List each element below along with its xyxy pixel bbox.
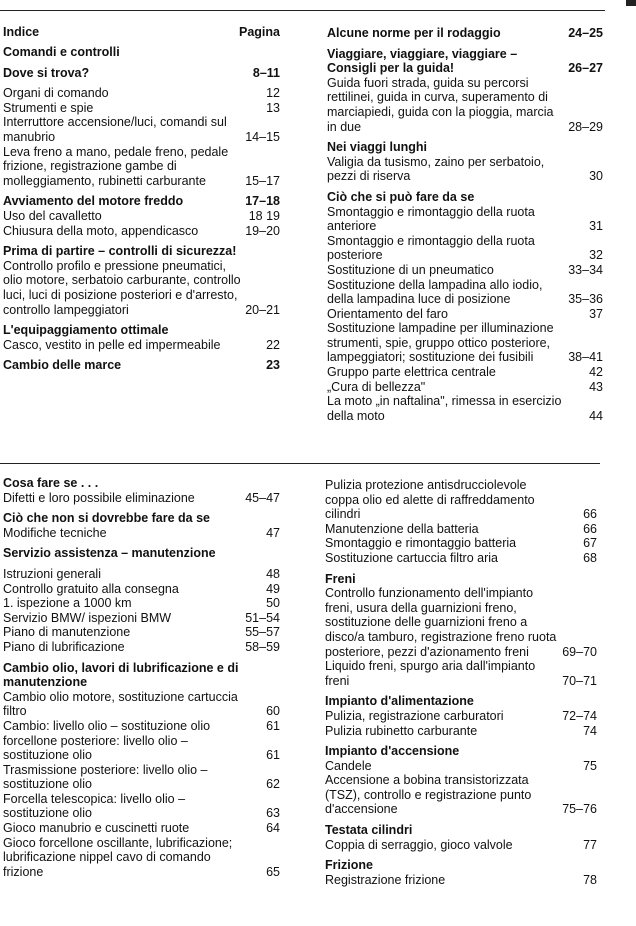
page-number: 75–76 bbox=[562, 802, 597, 817]
toc-entry bbox=[327, 394, 603, 423]
toc-entry bbox=[3, 86, 280, 101]
page-number: 31 bbox=[589, 219, 603, 234]
page-number: 38–41 bbox=[568, 350, 603, 365]
toc-entry bbox=[3, 145, 280, 189]
toc-entry bbox=[327, 205, 603, 234]
section-heading bbox=[3, 661, 280, 690]
section-heading-text: Comandi e controlli bbox=[3, 45, 120, 59]
page-number: 48 bbox=[266, 566, 280, 581]
toc-entry-text: Smontaggio e rimontaggio della ruota anteriore bbox=[327, 204, 535, 234]
page-number: 66 bbox=[583, 521, 597, 536]
section-heading bbox=[3, 244, 280, 259]
toc-list bbox=[3, 45, 280, 373]
toc-entry-text: La moto „in naftalina", rimessa in esercizio della moto bbox=[327, 394, 562, 423]
section-heading-text: Testata cilindri bbox=[325, 823, 413, 838]
toc-entry bbox=[325, 724, 597, 739]
toc-entry-text: Casco, vestito in pelle ed impermeabile bbox=[3, 337, 221, 352]
section-heading bbox=[325, 823, 597, 838]
toc-entry-text: Gruppo parte elettrica centrale bbox=[327, 365, 496, 380]
toc-entry bbox=[3, 101, 280, 116]
section-heading-text: Cambio olio, lavori di lubrificazione e di manutenzione bbox=[3, 660, 239, 690]
toc-entry bbox=[3, 115, 280, 144]
section-heading-text: Impianto d'alimentazione bbox=[325, 694, 474, 709]
page-number: 12 bbox=[266, 86, 280, 101]
toc-entry bbox=[325, 551, 597, 566]
toc-entry bbox=[327, 263, 603, 278]
toc-list bbox=[3, 476, 280, 879]
toc-entry bbox=[325, 478, 597, 522]
page-number: 28–29 bbox=[568, 119, 603, 134]
page-number: 18 19 bbox=[248, 208, 280, 223]
page-number: 55–57 bbox=[245, 625, 280, 640]
page-number: 45–47 bbox=[245, 490, 280, 505]
page-number: 64 bbox=[266, 821, 280, 836]
page-number: 37 bbox=[589, 306, 603, 321]
page-number: 17–18 bbox=[245, 194, 280, 209]
section-heading bbox=[325, 572, 597, 587]
page-number: 44 bbox=[589, 408, 603, 423]
section-heading-text: Avviamento del motore freddo bbox=[3, 194, 184, 209]
section-heading-text: Ciò che si può fare da se bbox=[327, 189, 475, 204]
page-number: 32 bbox=[589, 248, 603, 263]
toc-entry bbox=[3, 224, 280, 239]
toc-entry bbox=[3, 836, 280, 880]
toc-entry-text: Orientamento del faro bbox=[327, 306, 448, 321]
toc-entry-text: Sostituzione lampadine per illuminazione strumenti, spie, gruppo ottico posteriore, lampeggiatori; sostituzione dei fusibili bbox=[327, 321, 554, 365]
toc-entry-text: „Cura di bellezza" bbox=[327, 379, 426, 394]
toc-entry-text: Leva freno a mano, pedale freno, pedale frizione, registrazione gambe di molleggiamento, rubinetti carburante bbox=[3, 144, 229, 188]
toc-entry bbox=[327, 278, 603, 307]
toc-entry-text: Modifiche tecniche bbox=[3, 525, 107, 540]
page-number: 43 bbox=[589, 379, 603, 394]
toc-entry bbox=[3, 763, 280, 792]
index-header bbox=[3, 24, 280, 40]
page-number: 19–20 bbox=[245, 223, 280, 238]
toc-entry bbox=[325, 709, 597, 724]
toc-entry bbox=[327, 76, 603, 134]
toc-entry-text: Pulizia, registrazione carburatori bbox=[325, 708, 504, 723]
page-number: 42 bbox=[589, 365, 603, 380]
section-heading-text: Frizione bbox=[325, 858, 373, 873]
toc-entry-text: Cambio olio motore, sostituzione cartuccia filtro bbox=[3, 689, 238, 719]
top-right-column bbox=[327, 26, 603, 423]
page-number: 24–25 bbox=[568, 26, 603, 40]
page-number: 33–34 bbox=[568, 262, 603, 277]
toc-entry-text: Pulizia protezione antisdrucciolevole coppa olio ed alette di raffreddamento cilindri bbox=[325, 478, 535, 522]
toc-entry-text: Gioco manubrio e cuscinetti ruote bbox=[3, 821, 190, 836]
toc-entry bbox=[325, 773, 597, 817]
toc-entry-text: Sostituzione cartuccia filtro aria bbox=[325, 550, 498, 565]
section-heading-text: Cambio delle marce bbox=[3, 358, 122, 373]
section-heading-text: L'equipaggiamento ottimale bbox=[3, 323, 169, 338]
section-heading-text: Freni bbox=[325, 571, 356, 586]
page-number: 60 bbox=[266, 704, 280, 719]
section-heading bbox=[3, 358, 280, 373]
section-heading-text: Dove si trova? bbox=[3, 65, 90, 80]
toc-entry bbox=[3, 792, 280, 821]
toc-entry-text: 1. ispezione a 1000 km bbox=[3, 596, 132, 611]
page-number: 15–17 bbox=[245, 173, 280, 188]
page-number: 50 bbox=[266, 596, 280, 611]
toc-entry bbox=[3, 640, 280, 655]
section-heading bbox=[327, 140, 603, 155]
index-title: Indice bbox=[3, 25, 40, 39]
section-heading bbox=[3, 194, 280, 209]
section-heading-text: Alcune norme per il rodaggio bbox=[327, 26, 501, 40]
toc-entry-text: Sostituzione di un pneumatico bbox=[327, 262, 494, 277]
page-number: 13 bbox=[266, 100, 280, 115]
toc-entry-text: Organi di comando bbox=[3, 86, 109, 101]
section-heading bbox=[3, 546, 280, 561]
page-number: 78 bbox=[583, 872, 597, 887]
toc-entry-text: forcellone posteriore: livello olio – sostituzione olio bbox=[3, 733, 188, 763]
section-heading bbox=[325, 694, 597, 709]
toc-entry-text: Forcella telescopica: livello olio – sostituzione olio bbox=[3, 791, 186, 821]
section-heading bbox=[3, 45, 280, 60]
section-heading bbox=[325, 744, 597, 759]
toc-list bbox=[325, 478, 597, 887]
section-heading bbox=[327, 47, 603, 76]
page-number: 49 bbox=[266, 581, 280, 596]
page-number: 35–36 bbox=[568, 292, 603, 307]
section-heading-text: Ciò che non si dovrebbe fare da se bbox=[3, 511, 211, 526]
toc-entry-text: Registrazione frizione bbox=[325, 872, 446, 887]
page-number: 70–71 bbox=[562, 673, 597, 688]
section-heading-text: Impianto d'accensione bbox=[325, 744, 460, 759]
page-number: 63 bbox=[266, 806, 280, 821]
toc-entry-text: Controllo gratuito alla consegna bbox=[3, 581, 179, 596]
section-heading bbox=[325, 858, 597, 873]
toc-entry-text: Interruttore accensione/luci, comandi sul manubrio bbox=[3, 115, 227, 144]
toc-entry-text: Controllo profilo e pressione pneumatici, olio motore, serbatoio carburante, controllo luci, luci di posizione posteriori e d'arresto, controllo lampeggiatori bbox=[3, 258, 241, 317]
page-column-title: Pagina bbox=[239, 25, 280, 39]
toc-entry bbox=[325, 522, 597, 537]
section-heading bbox=[3, 511, 280, 526]
page-number: 14–15 bbox=[245, 129, 280, 144]
toc-entry bbox=[325, 873, 597, 888]
section-heading-text: Viaggiare, viaggiare, viaggiare – Consigli per la guida! bbox=[327, 46, 518, 76]
page-number: 74 bbox=[583, 723, 597, 738]
page-number: 58–59 bbox=[245, 639, 280, 654]
toc-entry bbox=[3, 625, 280, 640]
toc-entry-text: Liquido freni, spurgo aria dall'impianto freni bbox=[325, 659, 536, 688]
page-number: 68 bbox=[583, 550, 597, 565]
section-heading-text: Prima di partire – controlli di sicurezza! bbox=[3, 244, 237, 259]
page-number: 61 bbox=[266, 718, 280, 733]
toc-entry bbox=[3, 582, 280, 597]
page-number: 26–27 bbox=[568, 61, 603, 76]
toc-entry bbox=[327, 234, 603, 263]
page-number: 75 bbox=[583, 758, 597, 773]
section-heading bbox=[327, 190, 603, 205]
toc-entry bbox=[327, 321, 603, 365]
toc-entry bbox=[3, 567, 280, 582]
toc-entry bbox=[325, 759, 597, 774]
page-number: 23 bbox=[266, 358, 280, 373]
toc-entry-text: Controllo funzionamento dell'impianto freni, usura della guarnizioni freno, sostituzione delle guarnizioni freno a disco/a tamburo, registrazione freno ruota posteriore, pezzi d'azionamento freni bbox=[325, 586, 557, 659]
toc-entry bbox=[327, 155, 603, 184]
toc-entry bbox=[3, 734, 280, 763]
middle-rule bbox=[0, 463, 600, 464]
page-number: 51–54 bbox=[245, 610, 280, 625]
toc-entry bbox=[3, 611, 280, 626]
toc-entry bbox=[3, 596, 280, 611]
page-number: 65 bbox=[266, 864, 280, 879]
page-number: 67 bbox=[583, 536, 597, 551]
toc-entry-text: Strumenti e spie bbox=[3, 100, 94, 115]
toc-entry-text: Sostituzione della lampadina allo iodio, della lampadina luce di posizione bbox=[327, 277, 543, 307]
toc-entry-text: Servizio BMW/ ispezioni BMW bbox=[3, 610, 172, 625]
bottom-right-column bbox=[325, 478, 597, 887]
top-left-column bbox=[3, 24, 280, 373]
section-heading bbox=[3, 323, 280, 338]
toc-entry bbox=[325, 536, 597, 551]
page-number: 22 bbox=[266, 337, 280, 352]
toc-entry-text: Trasmissione posteriore: livello olio – sostituzione olio bbox=[3, 762, 208, 792]
toc-entry-text: Chiusura della moto, appendicasco bbox=[3, 223, 199, 238]
page-number: 62 bbox=[266, 777, 280, 792]
toc-entry-text: Guida fuori strada, guida su percorsi rettilinei, guida in curva, superamento di marciapiedi, guida con la pioggia, marcia in due bbox=[327, 75, 554, 134]
toc-entry-text: Pulizia rubinetto carburante bbox=[325, 723, 478, 738]
toc-entry-text: Piano di manutenzione bbox=[3, 625, 131, 640]
toc-entry-text: Manutenzione della batteria bbox=[325, 521, 479, 536]
toc-entry bbox=[3, 209, 280, 224]
toc-entry-text: Cambio: livello olio – sostituzione olio bbox=[3, 718, 211, 733]
page-number: 47 bbox=[266, 525, 280, 540]
toc-entry bbox=[3, 338, 280, 353]
page-number: 72–74 bbox=[562, 708, 597, 723]
section-heading bbox=[3, 66, 280, 81]
toc-list bbox=[327, 26, 603, 423]
toc-entry-text: Valigia da tusismo, zaino per serbatoio, pezzi di riserva bbox=[327, 154, 545, 184]
toc-entry bbox=[3, 719, 280, 734]
toc-entry bbox=[325, 838, 597, 853]
page-number: 61 bbox=[266, 748, 280, 763]
toc-entry bbox=[325, 659, 597, 688]
toc-entry-text: Smontaggio e rimontaggio della ruota posteriore bbox=[327, 233, 535, 263]
section-heading-text: Nei viaggi lunghi bbox=[327, 140, 428, 155]
bottom-left-column bbox=[3, 476, 280, 879]
page-number: 66 bbox=[583, 507, 597, 522]
toc-entry bbox=[3, 259, 280, 317]
toc-entry bbox=[327, 380, 603, 395]
section-heading-text: Cosa fare se . . . bbox=[3, 476, 99, 490]
corner-mark bbox=[626, 0, 636, 6]
toc-entry-text: Gioco forcellone oscillante, lubrificazione; lubrificazione nippel cavo di comando frizione bbox=[3, 835, 233, 879]
toc-entry bbox=[3, 491, 280, 506]
toc-entry bbox=[325, 586, 597, 659]
toc-entry-text: Uso del cavalletto bbox=[3, 208, 102, 223]
toc-entry bbox=[327, 365, 603, 380]
toc-entry-text: Difetti e loro possibile eliminazione bbox=[3, 490, 195, 505]
toc-entry-text: Smontaggio e rimontaggio batteria bbox=[325, 536, 517, 551]
toc-entry bbox=[3, 821, 280, 836]
toc-entry-text: Istruzioni generali bbox=[3, 566, 101, 581]
page-number: 69–70 bbox=[562, 644, 597, 659]
section-heading bbox=[327, 26, 603, 41]
toc-entry-text: Coppia di serraggio, gioco valvole bbox=[325, 837, 513, 852]
toc-entry bbox=[3, 526, 280, 541]
page-number: 77 bbox=[583, 837, 597, 852]
page-number: 20–21 bbox=[245, 302, 280, 317]
toc-entry-text: Accensione a bobina transistorizzata (TSZ), controllo e registrazione punto d'accensione bbox=[325, 773, 532, 817]
page-number: 8–11 bbox=[252, 65, 280, 80]
toc-entry bbox=[327, 307, 603, 322]
toc-entry-text: Candele bbox=[325, 758, 372, 773]
page-number: 30 bbox=[589, 169, 603, 184]
toc-entry bbox=[3, 690, 280, 719]
section-heading-text: Servizio assistenza – manutenzione bbox=[3, 546, 216, 561]
top-rule bbox=[0, 10, 605, 11]
section-heading bbox=[3, 476, 280, 491]
toc-entry-text: Piano di lubrificazione bbox=[3, 639, 125, 654]
